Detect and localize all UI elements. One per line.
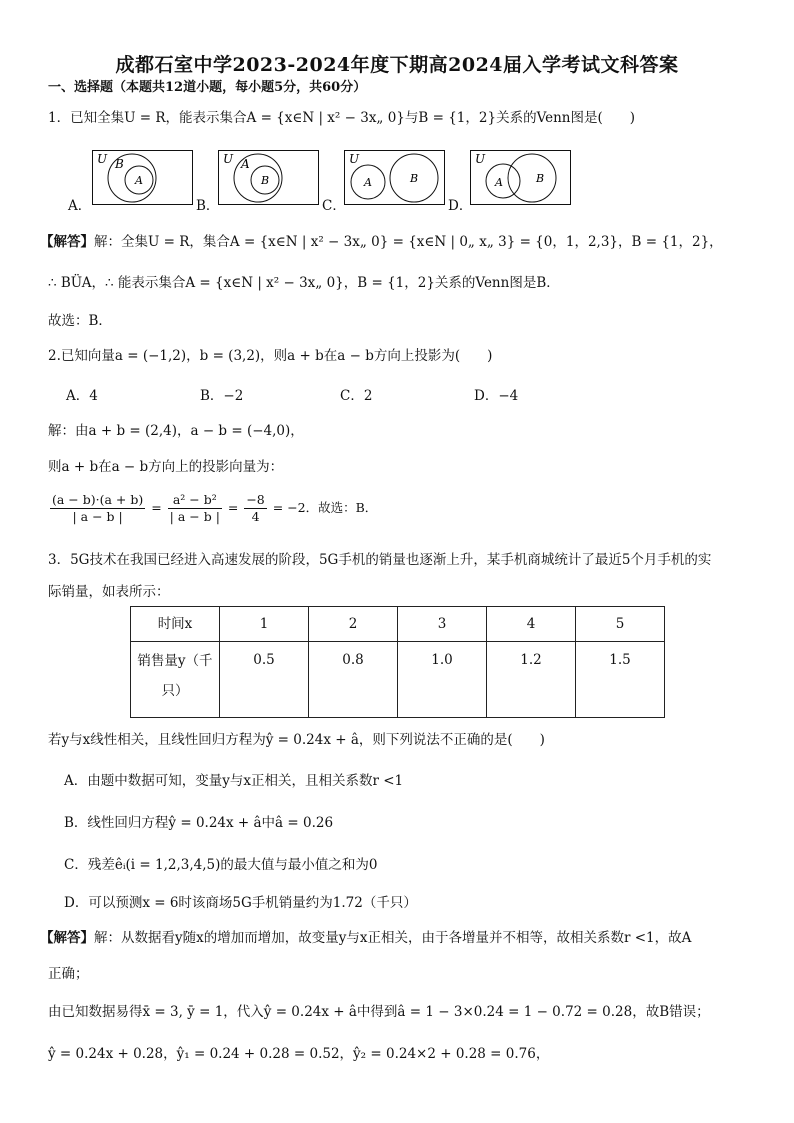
q3-stem-line2: 际销量，如表所示： — [48, 584, 170, 600]
venn-label-a: A — [495, 176, 503, 189]
q3-option-d: D．可以预测x = 6时该商场5G手机销量约为1.72（千只） — [64, 895, 417, 911]
table-cell: 1.0 — [398, 642, 487, 718]
section-heading: 一、选择题（本题共12道小题，每小题5分，共60分） — [48, 80, 367, 95]
table-header-time: 时间x — [131, 607, 220, 642]
venn-option-c — [344, 150, 446, 206]
table-cell: 1.5 — [576, 642, 665, 718]
q3-question: 若y与x线性相关，且线性回归方程为ŷ = 0.24x + â，则下列说法不正确的是( ) — [48, 732, 545, 748]
fraction-2: $\frac{\text{a² − b²}}{| a - b |}$ — [169, 492, 220, 524]
q3-option-c: C．残差êᵢ(i = 1,2,3,4,5)的最大值与最小值之和为0 — [64, 857, 378, 873]
q3-answer-line2: 正确； — [48, 966, 89, 982]
q1-answer-line1: 【解答】解：全集U = R，集合A = {x∈N | x² − 3x„ 0} = {x∈N | 0„ x„ 3} = {0，1，2,3}，B = {1，2}， — [40, 234, 723, 250]
table-row — [131, 642, 665, 718]
table-row — [131, 607, 665, 642]
table-cell: 5 — [576, 607, 665, 642]
venn-label-u: U — [349, 152, 360, 166]
venn-label-a: A — [135, 174, 143, 187]
venn-label-b: B — [115, 157, 124, 171]
q1-option-b-label: B． — [196, 198, 220, 214]
q2-solution-line2: 则a + b在a − b方向上的投影向量为： — [48, 459, 284, 475]
answer-tag: 【解答】 — [40, 234, 94, 250]
fraction-1: $\frac{(a - b)\cdot(a + b)}{| a - b |}$ — [52, 492, 144, 524]
table-cell: 0.5 — [220, 642, 309, 718]
q3-answer-line3: 由已知数据易得x̄ = 3, ȳ = 1，代入ŷ = 0.24x + â中得到â = 1 − 3×0.24 = 1 − 0.72 = 0.28，故B错误； — [48, 1004, 710, 1020]
venn-option-d — [470, 150, 572, 206]
table-cell: 0.8 — [309, 642, 398, 718]
venn-label-u: U — [475, 152, 486, 166]
q2-option-a: A．4 — [66, 388, 98, 404]
q1-option-c-label: C． — [322, 198, 346, 214]
table-cell: 2 — [309, 607, 398, 642]
q1-option-d-label: D． — [448, 198, 473, 214]
venn-label-u: U — [97, 152, 108, 166]
q2-conclusion: = −2．故选：B． — [272, 500, 378, 515]
q2-projection-formula: $\frac{(a - b)\cdot(a + b)}{| a - b |}$ = $\frac{\text{a² − b²}}{| a - b |}$ = $\frac{-8}{4}$ = −2．故选：B． — [52, 492, 378, 524]
venn-label-u: U — [223, 152, 234, 166]
q1-answer-line3: 故选：B． — [48, 313, 112, 329]
q1-option-a-label: A． — [68, 198, 92, 214]
q2-option-d: D．−4 — [474, 388, 519, 404]
venn-label-a: A — [364, 176, 372, 189]
table-header-sales: 销售量y（千 只） — [131, 642, 220, 718]
table-cell: 1 — [220, 607, 309, 642]
q3-answer-line4: ŷ = 0.24x + 0.28，ŷ₁ = 0.24 + 0.28 = 0.52，ŷ₂ = 0.24×2 + 0.28 = 0.76， — [48, 1046, 550, 1062]
q1-answer-line2: ∴ BÜA，∴ 能表示集合A = {x∈N | x² − 3x„ 0}，B = {1，2}关系的Venn图是B． — [48, 275, 560, 291]
venn-option-b — [218, 150, 320, 206]
page-title: 成都石室中学2023-2024年度下期高2024届入学考试文科答案 — [115, 54, 679, 76]
venn-option-a — [92, 150, 194, 206]
q1-stem: 1．已知全集U = R，能表示集合A = {x∈N | x² − 3x„ 0}与B = {1，2}关系的Venn图是( ) — [48, 110, 635, 126]
venn-label-b: B — [410, 172, 419, 185]
table-cell: 4 — [487, 607, 576, 642]
q2-option-c: C．2 — [340, 388, 373, 404]
q2-stem: 2.已知向量a = (−1,2)，b = (3,2)，则a + b在a − b方向上投影为( ) — [48, 348, 493, 364]
venn-label-b: B — [536, 172, 545, 185]
venn-label-b: B — [261, 174, 270, 187]
table-cell: 3 — [398, 607, 487, 642]
venn-label-a: A — [241, 157, 250, 171]
q3-answer-line1: 【解答】解：从数据看y随x的增加而增加，故变量y与x正相关，由于各增量并不相等，故相关系数r <1，故A — [40, 930, 692, 946]
q3-stem-line1: 3．5G技术在我国已经进入高速发展的阶段，5G手机的销量也逐渐上升，某手机商城统计了最近5个月手机的实 — [48, 552, 712, 568]
sales-table — [130, 606, 665, 718]
answer-tag: 【解答】 — [40, 930, 94, 946]
fraction-3: $\frac{-8}{4}$ — [246, 492, 265, 524]
q2-solution-line1: 解：由a + b = (2,4)，a − b = (−4,0)， — [48, 423, 304, 439]
table-cell: 1.2 — [487, 642, 576, 718]
q3-option-a: A．由题中数据可知，变量y与x正相关，且相关系数r <1 — [64, 773, 404, 789]
q3-option-b: B．线性回归方程ŷ = 0.24x + â中â = 0.26 — [64, 815, 334, 831]
q2-option-b: B．−2 — [200, 388, 244, 404]
